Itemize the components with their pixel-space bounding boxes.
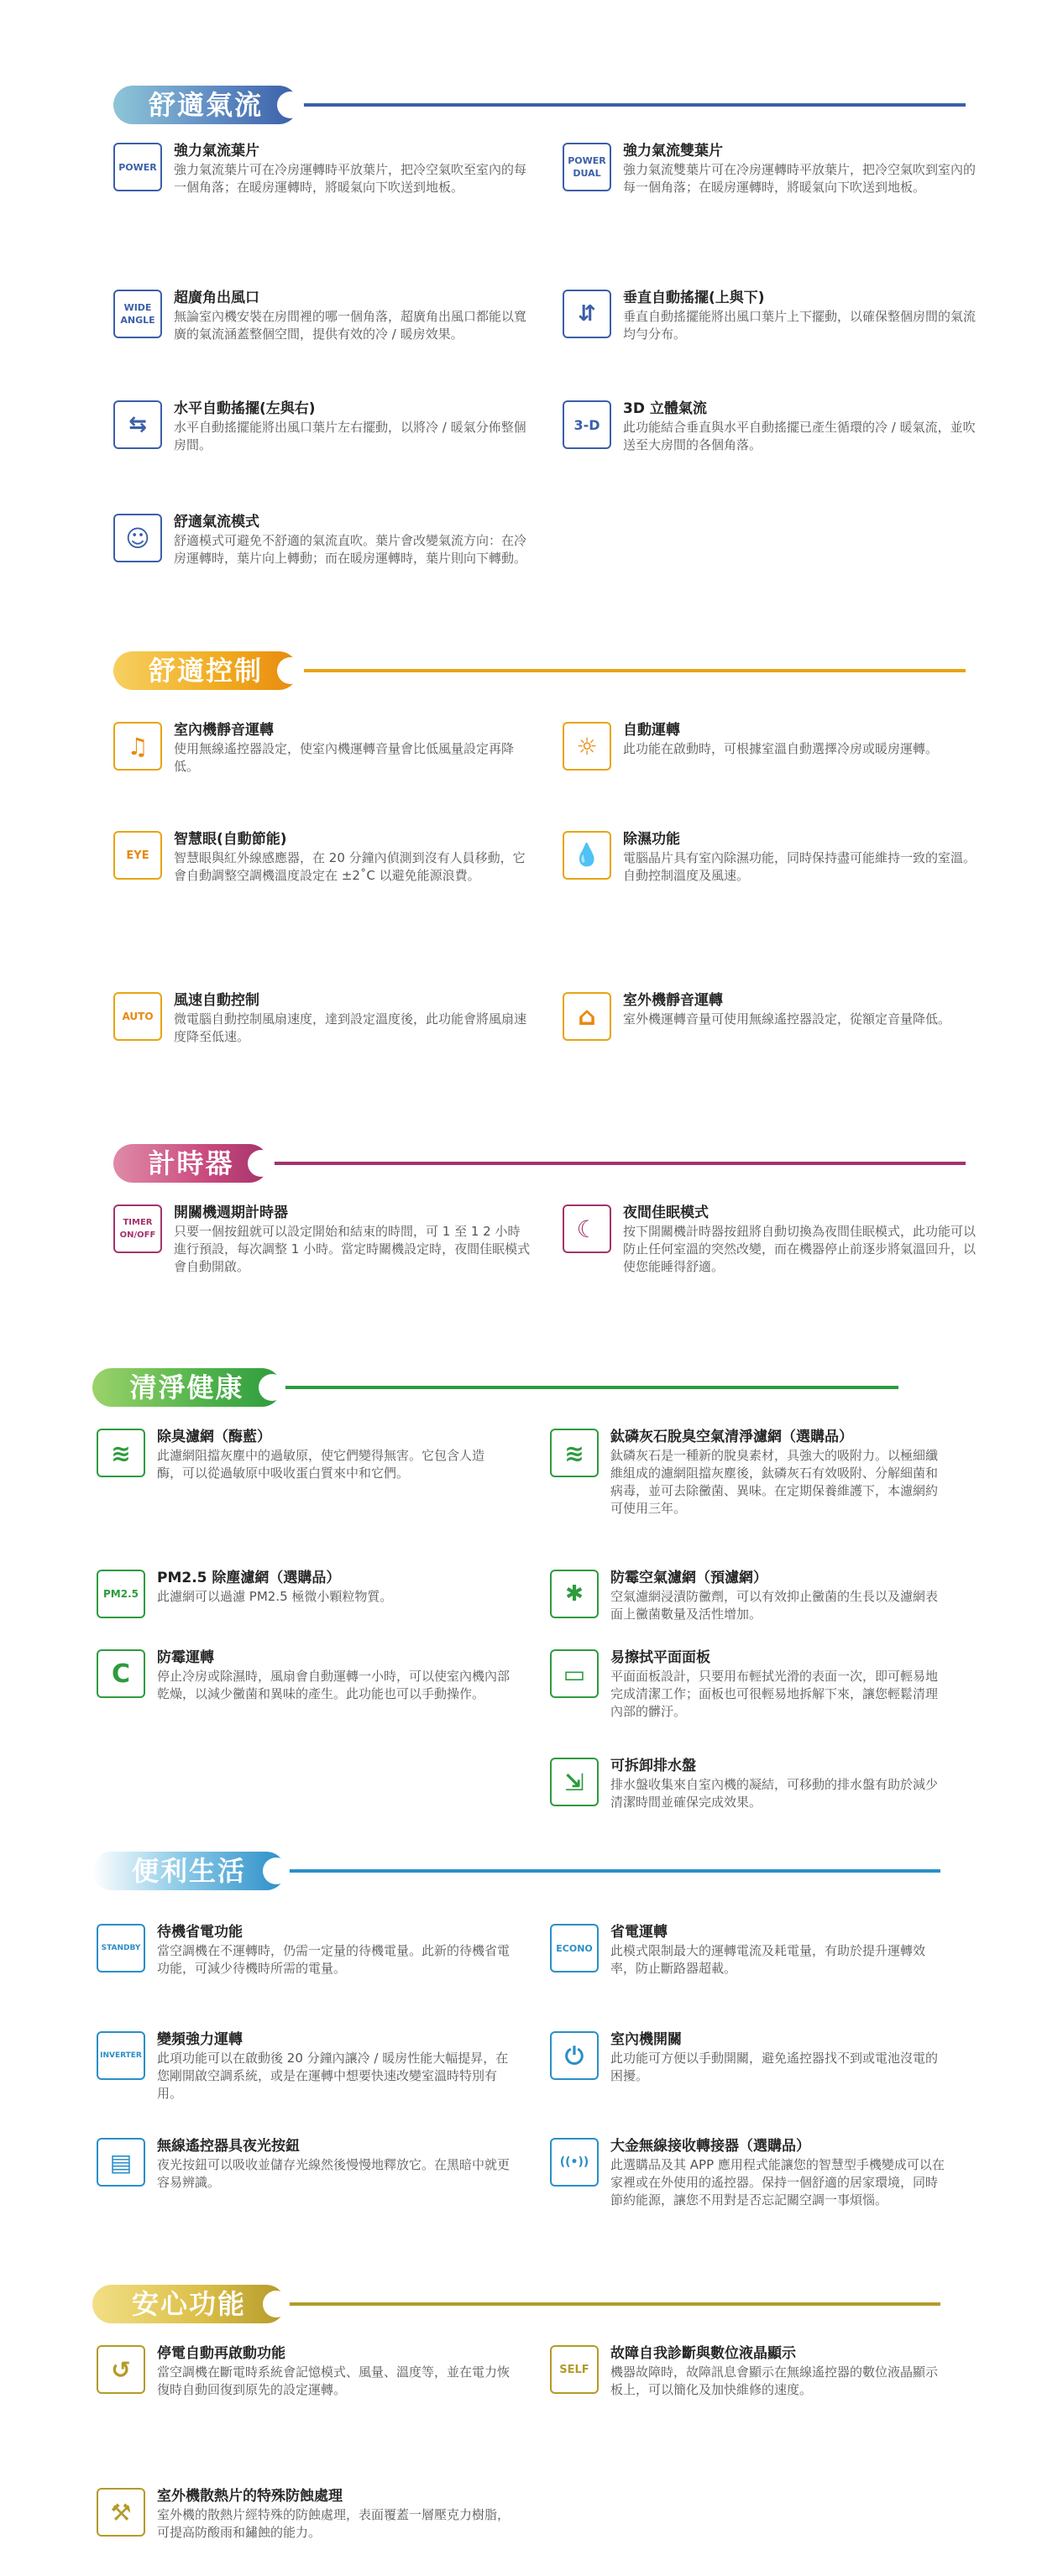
feature-desc: 水平自動搖擺能將出風口葉片左右擺動，以將冷 / 暖氣分佈整個房間。	[174, 420, 526, 452]
feature-desc: 鈦磷灰石是一種新的脫臭素材，具強大的吸附力。以極細纖維組成的濾網阻擋灰塵後，鈦磷灰石有效吸附、分解細菌和病毒，並可去除黴菌、異味。在定期保養維護下，本濾網約可使用三年。	[610, 1448, 939, 1516]
feature-desc: 停止冷房或除濕時，風扇會自動運轉一小時，可以使室內機內部乾燥，以減少黴菌和異味的產生。此功能也可以手動操作。	[157, 1669, 511, 1701]
feature-title: 可拆卸排水盤	[610, 1758, 696, 1774]
feature-title: 室內機開關	[610, 2031, 682, 2048]
feature-desc: 舒適模式可避免不舒適的氣流直吹。葉片會改變氣流方向：在冷房運轉時，葉片向上轉動；而在暖房運轉時，葉片則向下轉動。	[174, 533, 527, 566]
standby-icon: STANDBY	[97, 1924, 145, 1972]
feature-desc: 此功能結合垂直與水平自動搖擺已產生循環的冷 / 暖氣流，並吹送至大房間的各個角落。	[623, 420, 976, 452]
drain-pan-icon: ⇲	[550, 1758, 599, 1806]
feature-title: 垂直自動搖擺(上與下)	[623, 290, 765, 306]
mold-proof-filter-icon: ✱	[550, 1570, 599, 1618]
section-title-convenience: 便利生活	[92, 1852, 285, 1890]
pm25-icon: PM2.5	[97, 1570, 145, 1618]
feature-title: 超廣角出風口	[174, 290, 259, 306]
feature-title: 防霉空氣濾網（預濾網）	[610, 1570, 767, 1586]
feature-title: 停電自動再啟動功能	[157, 2345, 285, 2362]
feature-desc: 此功能在啟動時，可根據室溫自動選擇冷房或暖房運轉。	[623, 741, 939, 756]
section-title-airflow: 舒適氣流	[113, 86, 298, 124]
header-rule	[277, 669, 966, 672]
header-rule	[277, 103, 966, 107]
feature-title: PM2.5 除塵濾網（選購品）	[157, 1570, 341, 1586]
header-cap	[248, 1150, 275, 1177]
econo-icon: ECONO	[550, 1924, 599, 1972]
feature-title: 水平自動搖擺(左與右)	[174, 400, 316, 417]
filter-icon: ≋	[97, 1429, 145, 1477]
section-header-safety	[0, 2285, 1042, 2325]
header-rule	[252, 1162, 966, 1165]
feature-title: 自動運轉	[623, 722, 680, 739]
feature-desc: 當空調機在不運轉時，仍需一定量的待機電量。此新的待機省電功能，可減少待機時所需的電量。	[157, 1943, 511, 1976]
header-cap	[263, 1858, 290, 1884]
titanium-filter-icon: ≋	[550, 1429, 599, 1477]
flat-panel-icon: ▭	[550, 1649, 599, 1698]
section-title-safety: 安心功能	[92, 2285, 285, 2323]
feature-title: 室外機靜音運轉	[623, 992, 723, 1009]
anticorrosion-icon: ⚒	[97, 2488, 145, 2537]
feature-desc: 無論室內機安裝在房間裡的哪一個角落，超廣角出風口都能以寬廣的氣流涵蓋整個空間，提供有效的冷 / 暖房效果。	[174, 309, 527, 342]
feature-title: 開關機週期計時器	[174, 1204, 288, 1221]
section-title-timer: 計時器	[113, 1144, 269, 1183]
section-header-control	[0, 651, 1042, 692]
quiet-icon: ♫	[113, 722, 162, 771]
feature-title: 風速自動控制	[174, 992, 259, 1009]
section-title-clean: 清淨健康	[92, 1368, 281, 1407]
feature-title: 變頻強力運轉	[157, 2031, 243, 2048]
wide-angle-icon: WIDE ANGLE	[113, 290, 162, 338]
feature-desc: 按下開關機計時器按鈕將自動切換為夜間佳眠模式，此功能可以防止任何室溫的突然改變，而在機器停止前逐步將氣溫回升，以使您能睡得舒適。	[623, 1224, 977, 1274]
feature-desc: 智慧眼與紅外線感應器，在 20 分鐘內偵測到沒有人員移動，它會自動調整空調機溫度設定在 ±2˚C 以避免能源浪費。	[174, 850, 526, 883]
feature-desc: 此濾網可以過濾 PM2.5 極微小顆粒物質。	[157, 1589, 393, 1604]
section-header-convenience	[0, 1852, 1042, 1892]
wireless-icon: ((•))	[550, 2138, 599, 2187]
header-cap	[263, 2291, 290, 2317]
feature-desc: 只要一個按鈕就可以設定開始和結束的時間，可 1 至 1 2 小時進行預設，每次調整 1 小時。當定時關機設定時，夜間佳眠模式會自動開啟。	[174, 1224, 531, 1274]
feature-title: 除濕功能	[623, 831, 680, 848]
feature-desc: 空氣濾網浸漬防黴劑，可以有效抑止黴菌的生長以及濾網表面上黴菌數量及活性增加。	[610, 1589, 939, 1622]
feature-desc: 強力氣流葉片可在冷房運轉時平放葉片，把冷空氣吹至室內的每一個角落；在暖房運轉時，將暖氣向下吹送到地板。	[174, 162, 527, 195]
feature-title: 強力氣流葉片	[174, 143, 259, 159]
feature-desc: 此濾網阻擋灰塵中的過敏原，使它們變得無害。它包含人造酶，可以從過敏原中吸收蛋白質來中和它們。	[157, 1448, 485, 1481]
auto-restart-icon: ↺	[97, 2345, 145, 2394]
intelligent-eye-icon: EYE	[113, 831, 162, 880]
feature-desc: 微電腦自動控制風扇速度，達到設定溫度後，此功能會將風扇速度降至低速。	[174, 1011, 527, 1044]
vertical-swing-icon: ⇵	[563, 290, 611, 338]
feature-title: 鈦磷灰石脫臭空氣清淨濾網（選購品）	[610, 1429, 853, 1445]
horizontal-swing-icon: ⇆	[113, 400, 162, 449]
inverter-icon: INVERTER	[97, 2031, 145, 2080]
feature-desc: 此功能可方便以手動開關，避免遙控器找不到或電池沒電的困擾。	[610, 2051, 939, 2083]
water-drop-icon: 💧	[563, 831, 611, 880]
feature-desc: 此模式限制最大的運轉電流及耗電量，有助於提升運轉效率，防止斷路器超載。	[610, 1943, 926, 1976]
mold-proof-icon: C	[97, 1649, 145, 1698]
feature-title: 省電運轉	[610, 1924, 668, 1941]
outdoor-quiet-icon: ⌂	[563, 992, 611, 1041]
feature-desc: 機器故障時，故障訊息會顯示在無線遙控器的數位液晶顯示板上，可以簡化及加快維修的速度。	[610, 2364, 939, 2397]
feature-desc: 室外機運轉音量可使用無線遙控器設定，從額定音量降低。	[623, 1011, 951, 1027]
feature-desc: 此項功能可以在啟動後 20 分鐘內讓冷 / 暖房性能大幅提昇，在您剛開啟空調系統，或是在運轉中想要快速改變室溫時特別有用。	[157, 2051, 509, 2101]
feature-desc: 電腦晶片具有室內除濕功能，同時保持盡可能維持一致的室溫。自動控制溫度及風速。	[623, 850, 977, 883]
feature-title: 智慧眼(自動節能)	[174, 831, 287, 848]
header-cap	[259, 1374, 285, 1401]
feature-desc: 當空調機在斷電時系統會記憶模式、風量、溫度等，並在電力恢復時自動回復到原先的設定運轉。	[157, 2364, 511, 2397]
feature-desc: 使用無線遙控器設定，使室內機運轉音量會比低風量設定再降低。	[174, 741, 515, 774]
feature-title: 無線遙控器具夜光按鈕	[157, 2138, 300, 2155]
power-dual-icon: POWER DUAL	[563, 143, 611, 191]
feature-desc: 垂直自動搖擺能將出風口葉片上下擺動，以確保整個房間的氣流均勻分布。	[623, 309, 977, 342]
section-header-timer	[0, 1144, 1042, 1184]
comfort-airflow-icon: ☺	[113, 514, 162, 562]
3d-airflow-icon: 3-D	[563, 400, 611, 449]
feature-desc: 此選購品及其 APP 應用程式能讓您的智慧型手機變成可以在家裡或在外使用的遙控器。保持一個舒適的居家環境，同時節約能源，讓您不用對是否忘記關空調一事煩惱。	[610, 2157, 945, 2208]
night-mode-icon: ☾	[563, 1204, 611, 1253]
section-header-airflow	[0, 86, 1042, 126]
feature-desc: 夜光按鈕可以吸收並儲存光線然後慢慢地釋放它。在黑暗中就更容易辨識。	[157, 2157, 511, 2190]
power-icon: POWER	[113, 143, 162, 191]
feature-title: 室內機靜音運轉	[174, 722, 274, 739]
timer-icon: TIMER ON/OFF	[113, 1204, 162, 1253]
header-cap	[277, 657, 304, 684]
feature-title: 大金無線接收轉接器（選購品）	[610, 2138, 810, 2155]
feature-title: 易擦拭平面面板	[610, 1649, 710, 1666]
section-header-clean	[0, 1368, 1042, 1408]
feature-title: 夜間佳眠模式	[623, 1204, 709, 1221]
auto-fan-icon: AUTO	[113, 992, 162, 1041]
remote-control-icon: ▤	[97, 2138, 145, 2187]
self-diagnosis-icon: SELF	[550, 2345, 599, 2394]
power-switch-icon: ⏻	[550, 2031, 599, 2080]
feature-title: 故障自我診斷與數位液晶顯示	[610, 2345, 796, 2362]
section-title-control: 舒適控制	[113, 651, 298, 690]
auto-mode-icon: ☼	[563, 722, 611, 771]
feature-desc: 室外機的散熱片經特殊的防蝕處理，表面覆蓋一層壓克力樹脂，可提高防酸雨和鏽蝕的能力。	[157, 2507, 511, 2540]
feature-desc: 強力氣流雙葉片可在冷房運轉時平放葉片，把冷空氣吹到室內的每一個角落；在暖房運轉時，將暖氣向下吹送到地板。	[623, 162, 977, 195]
feature-title: 舒適氣流模式	[174, 514, 259, 530]
feature-title: 除臭濾網（酶藍）	[157, 1429, 271, 1445]
header-rule	[269, 1386, 898, 1389]
feature-desc: 排水盤收集來自室內機的凝結，可移動的排水盤有助於減少清潔時間並確保完成效果。	[610, 1777, 939, 1810]
feature-title: 3D 立體氣流	[623, 400, 707, 417]
header-cap	[277, 91, 304, 118]
feature-title: 室外機散熱片的特殊防蝕處理	[157, 2488, 343, 2505]
header-rule	[269, 2302, 940, 2306]
header-rule	[269, 1869, 940, 1873]
feature-title: 防霉運轉	[157, 1649, 214, 1666]
feature-desc: 平面面板設計，只要用布輕拭光滑的表面一次，即可輕易地完成清潔工作；面板也可很輕易地拆解下來，讓您輕鬆清理內部的髒汙。	[610, 1669, 939, 1719]
feature-title: 強力氣流雙葉片	[623, 143, 723, 159]
feature-title: 待機省電功能	[157, 1924, 243, 1941]
